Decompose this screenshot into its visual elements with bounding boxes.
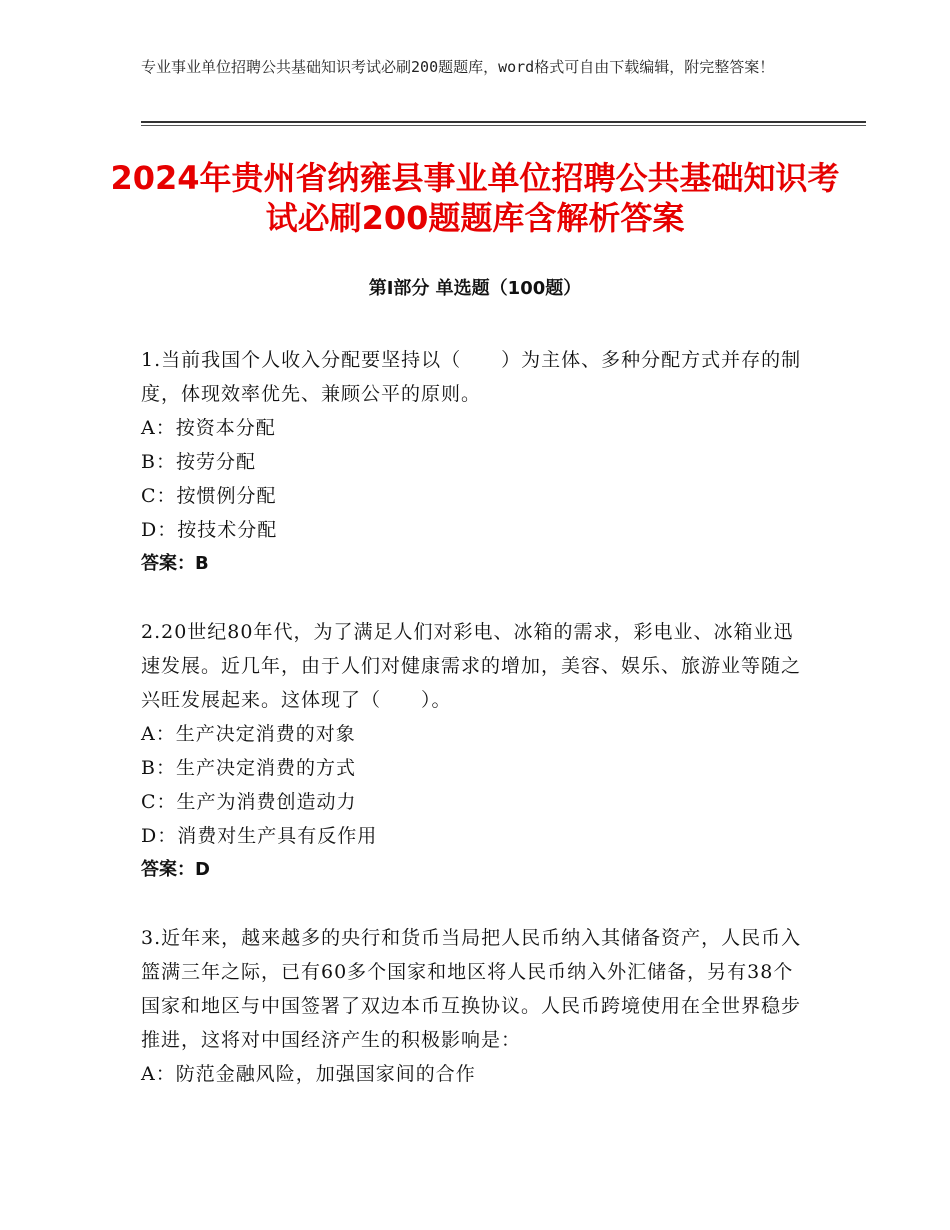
option-d: D：消费对生产具有反作用 [141, 825, 378, 847]
option-a: A：生产决定消费的对象 [141, 723, 356, 745]
answer: 答案：D [141, 859, 210, 880]
section-heading: 第Ⅰ部分 单选题（100题） [368, 278, 582, 299]
answer: 答案：B [141, 553, 209, 574]
option-a: A：按资本分配 [141, 417, 276, 439]
option-d: D：按技术分配 [141, 519, 278, 541]
question-stem: 1.当前我国个人收入分配要坚持以（ ）为主体、多种分配方式并存的制度，体现效率优先、兼顾公平的原则。 [141, 349, 802, 405]
option-b: B：生产决定消费的方式 [141, 757, 356, 779]
option-c: C：按惯例分配 [141, 485, 277, 507]
option-c: C：生产为消费创造动力 [141, 791, 357, 813]
question-2 [141, 615, 811, 887]
header-note: 专业事业单位招聘公共基础知识考试必刷200题题库，word格式可自由下载编辑，附完整答案！ [141, 58, 775, 76]
question-1 [141, 343, 811, 581]
option-b: B：按劳分配 [141, 451, 256, 473]
question-list [141, 343, 811, 1125]
header-rule-thick [141, 121, 866, 123]
document-title: 2024年贵州省纳雍县事业单位招聘公共基础知识考试必刷200题题库含解析答案 [110, 159, 840, 237]
option-a: A：防范金融风险，加强国家间的合作 [141, 1063, 476, 1085]
question-stem: 3.近年来，越来越多的央行和货币当局把人民币纳入其储备资产，人民币入篮满三年之际，已有60多个国家和地区将人民币纳入外汇储备，另有38个国家和地区与中国签署了双边本币互换协议。人民币跨境使用在全世界稳步推进，这将对中国经济产生的积极影响是： [141, 927, 802, 1051]
question-stem: 2.20世纪80年代，为了满足人们对彩电、冰箱的需求，彩电业、冰箱业迅速发展。近几年，由于人们对健康需求的增加，美容、娱乐、旅游业等随之兴旺发展起来。这体现了（ ）。 [141, 621, 802, 711]
question-3 [141, 921, 811, 1091]
header-rule-thin [141, 125, 866, 126]
